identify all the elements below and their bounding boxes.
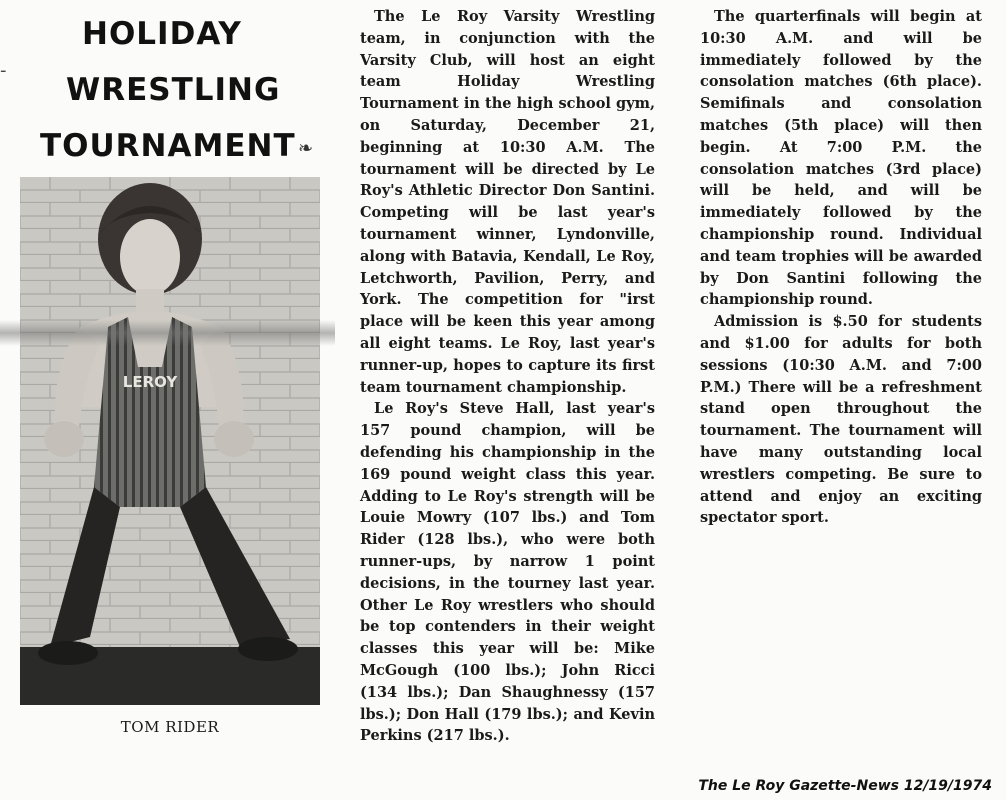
wrestler-illustration: [20, 177, 320, 705]
headline-line-2: WRESTLING: [66, 72, 281, 108]
paragraph: The quarterfinals will begin at 10:30 A.M. and will be immediately followed by the consolation matches (6th place). Semifinals and consolation matches (5th place) will then begin. At 7:00 P.M. the consolation matches (3rd place) will be held, and will be immediately followed by the championship round. Individual and team trophies will be awarded by Don Santini following the championship round.: [700, 8, 982, 309]
decorative-squiggle: ❧: [298, 138, 314, 159]
article-column-3: [700, 6, 982, 529]
wrestler-photo: [20, 177, 320, 705]
paragraph: Le Roy's Steve Hall, last year's 157 pound champion, will be defending his championship in the 169 pound weight class this year. Adding to Le Roy's strength will be Louie Mowry (107 lbs.) and Tom Rider (128 lbs.), who were both runner-ups, by narrow 1 point decisions, in the tourney last year. Other Le Roy wrestlers who should be top contenders in their weight classes this year will be: Mike McGough (100 lbs.); John Ricci (134 lbs.); Dan Shaughnessy (157 lbs.); Don Hall (179 lbs.); and Kevin Perkins (217 lbs.).: [360, 400, 655, 745]
stray-mark: -: [0, 60, 7, 81]
photo-caption: TOM RIDER: [120, 718, 220, 736]
article-column-2: [360, 6, 655, 747]
headline: [20, 6, 330, 174]
source-credit: The Le Roy Gazette-News 12/19/1974: [698, 778, 992, 794]
paragraph: The Le Roy Varsity Wrestling team, in conjunction with the Varsity Club, will host an eight team Holiday Wrestling Tournament in the high school gym, on Saturday, December 21, beginning at 10:30 A.M. The tournament will be directed by Le Roy's Athletic Director Don Santini. Competing will be last year's tournament winner, Lyndonville, along with Batavia, Kendall, Le Roy, Letchworth, Pavilion, Perry, and York. The competition for "irst place will be keen this year among all eight teams. Le Roy, last year's runner-up, hopes to capture its first team tournament championship.: [360, 8, 655, 396]
headline-line-3: TOURNAMENT: [40, 128, 296, 164]
headline-line-1: HOLIDAY: [82, 16, 242, 52]
paragraph: Admission is $.50 for students and $1.00 for adults for both sessions (10:30 A.M. and 7:00 P.M.) There will be a refreshment stand open throughout the tournament. The tournament will have many outstanding local wrestlers competing. Be sure to attend and enjoy an exciting spectator sport.: [700, 313, 982, 527]
singlet-lettering: LEROY: [122, 373, 178, 391]
scan-smear: [0, 320, 335, 346]
